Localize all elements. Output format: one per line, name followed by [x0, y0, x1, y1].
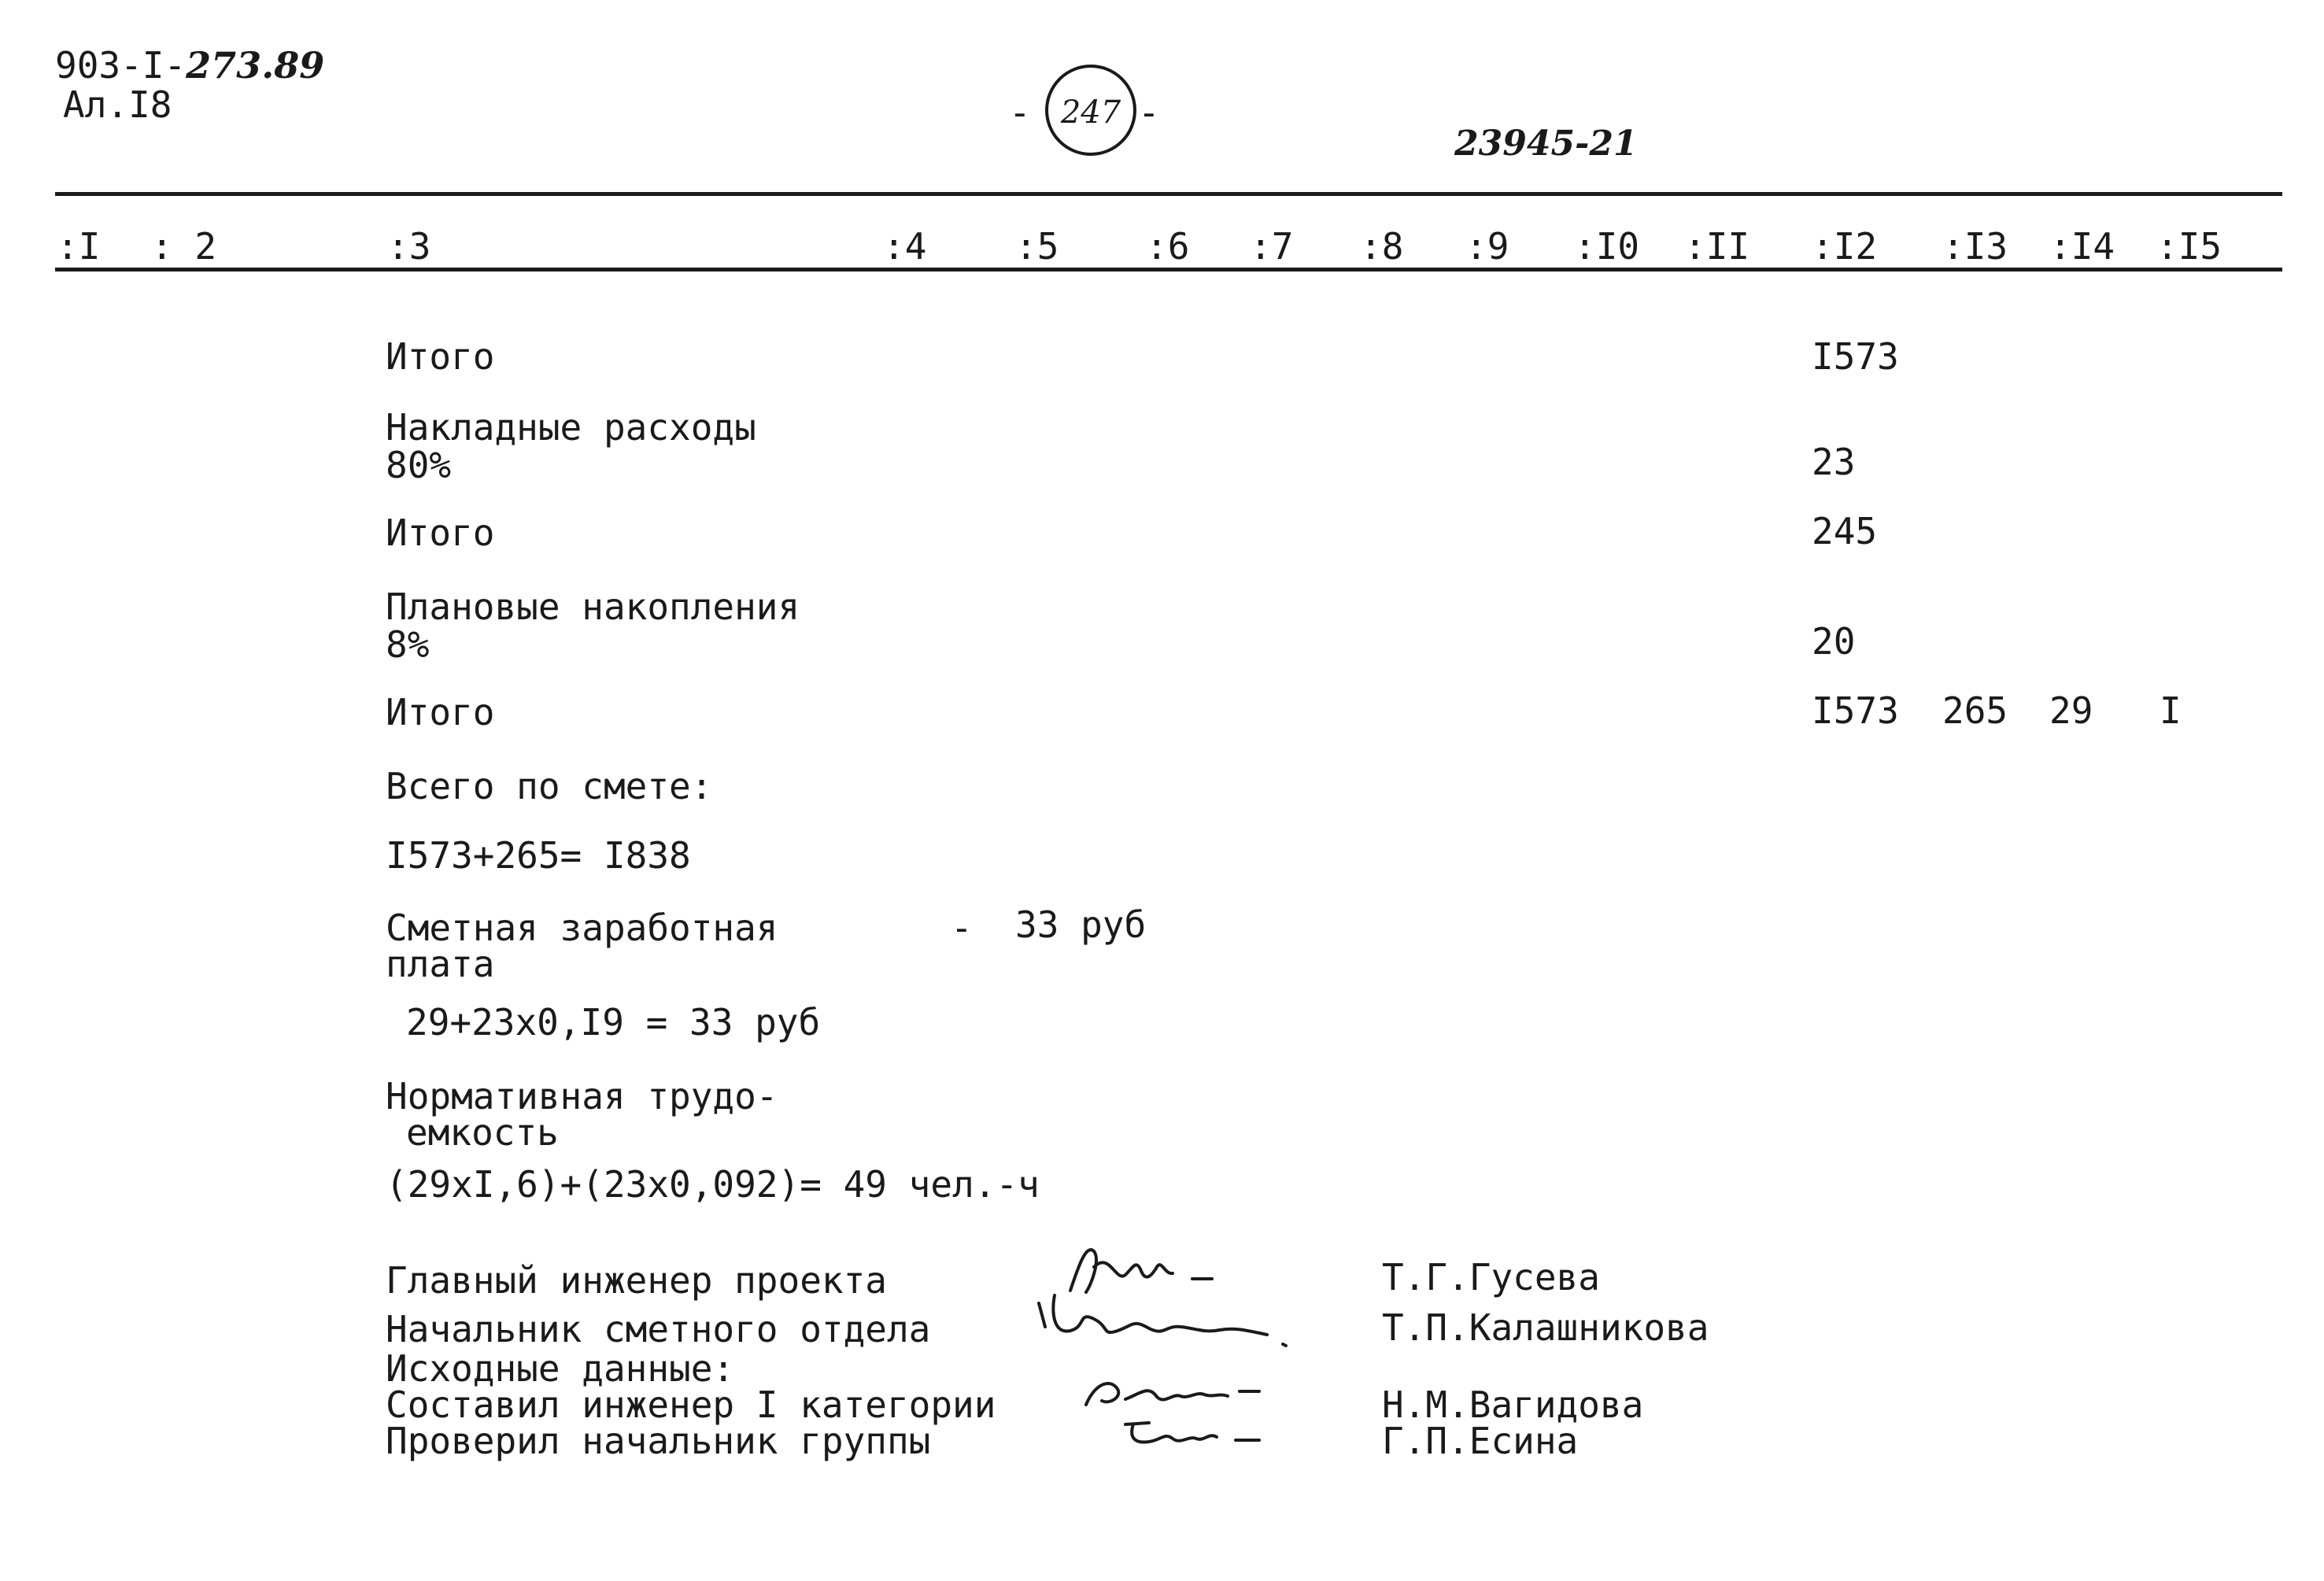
column-number: :I0 — [1574, 225, 1640, 268]
row-label: Итого — [386, 691, 495, 733]
inventory-number: 23945-21 — [1454, 124, 1638, 164]
column-number: :3 — [387, 225, 431, 268]
row-value: 20 — [1812, 620, 1856, 663]
row-value: 265 — [1942, 689, 2008, 732]
row-label: Итого — [386, 335, 495, 378]
signer-name: Г.П.Есина — [1382, 1420, 1579, 1462]
signer-role: Начальник сметного отдела — [386, 1308, 931, 1350]
column-number: :4 — [883, 225, 927, 268]
column-number: :I — [57, 225, 101, 268]
row-percent: 80% — [386, 444, 452, 486]
page-dash-right: - — [1138, 91, 1160, 134]
signer-name: Т.Г.Гусева — [1382, 1256, 1600, 1298]
signature-kalashnikova — [1023, 1287, 1306, 1366]
row-value: 23 — [1812, 441, 1856, 483]
row-value: I573 — [1812, 335, 1899, 378]
document-code — [55, 44, 325, 87]
column-number: :8 — [1360, 225, 1404, 268]
wage-label-continued: плата — [386, 943, 495, 985]
header-top-rule — [55, 192, 2282, 196]
signer-role: Проверил начальник группы — [386, 1420, 931, 1462]
column-number: :I5 — [2156, 225, 2222, 268]
column-number: :II — [1684, 225, 1750, 268]
row-value: I — [2160, 689, 2182, 732]
row-label: Итого — [386, 512, 495, 554]
signer-name: Н.М.Вагидова — [1382, 1383, 1644, 1426]
total-formula: I573+265= I838 — [386, 834, 691, 877]
row-value: 29 — [2049, 689, 2093, 732]
document-code-prefix: 903-I- — [55, 44, 187, 87]
column-number: :7 — [1250, 225, 1294, 268]
row-value: I573 — [1812, 689, 1899, 732]
row-label: Накладные расходы — [386, 406, 756, 449]
wage-value: 33 руб — [1015, 903, 1147, 946]
column-number: :6 — [1146, 225, 1190, 268]
page-number: 247 — [1060, 94, 1121, 131]
row-percent: 8% — [386, 623, 430, 666]
header-bottom-rule — [55, 268, 2282, 272]
labor-formula: (29хI,6)+(23х0,092)= 49 чел.-ч — [386, 1163, 1040, 1206]
document-code-handwritten: 273.89 — [186, 44, 325, 87]
column-number: :9 — [1465, 225, 1509, 268]
column-number: :I3 — [1942, 225, 2008, 268]
signer-role: Главный инженер проекта — [386, 1259, 887, 1302]
signer-role: Составил инженер I категории — [386, 1383, 996, 1426]
page-dash-left: - — [1009, 91, 1031, 134]
signature-esina — [1118, 1409, 1291, 1456]
wage-dash: - — [951, 907, 973, 949]
source-data-label: Исходные данные: — [386, 1347, 735, 1390]
wage-formula: 29+23х0,I9 = 33 руб — [406, 1001, 821, 1044]
row-label: Плановые накопления — [386, 585, 800, 628]
column-number: : 2 — [151, 225, 217, 268]
labor-label-continued: емкость — [406, 1111, 559, 1154]
column-number: :I2 — [1812, 225, 1878, 268]
wage-label: Сметная заработная — [386, 907, 778, 949]
column-number: :5 — [1015, 225, 1059, 268]
labor-label: Нормативная трудо- — [386, 1075, 778, 1117]
column-number: :I4 — [2049, 225, 2115, 268]
row-value: 245 — [1812, 510, 1878, 552]
sheet-number: Ал.I8 — [63, 83, 172, 126]
total-label: Всего по смете: — [386, 765, 713, 807]
signer-name: Т.П.Калашникова — [1382, 1306, 1709, 1349]
